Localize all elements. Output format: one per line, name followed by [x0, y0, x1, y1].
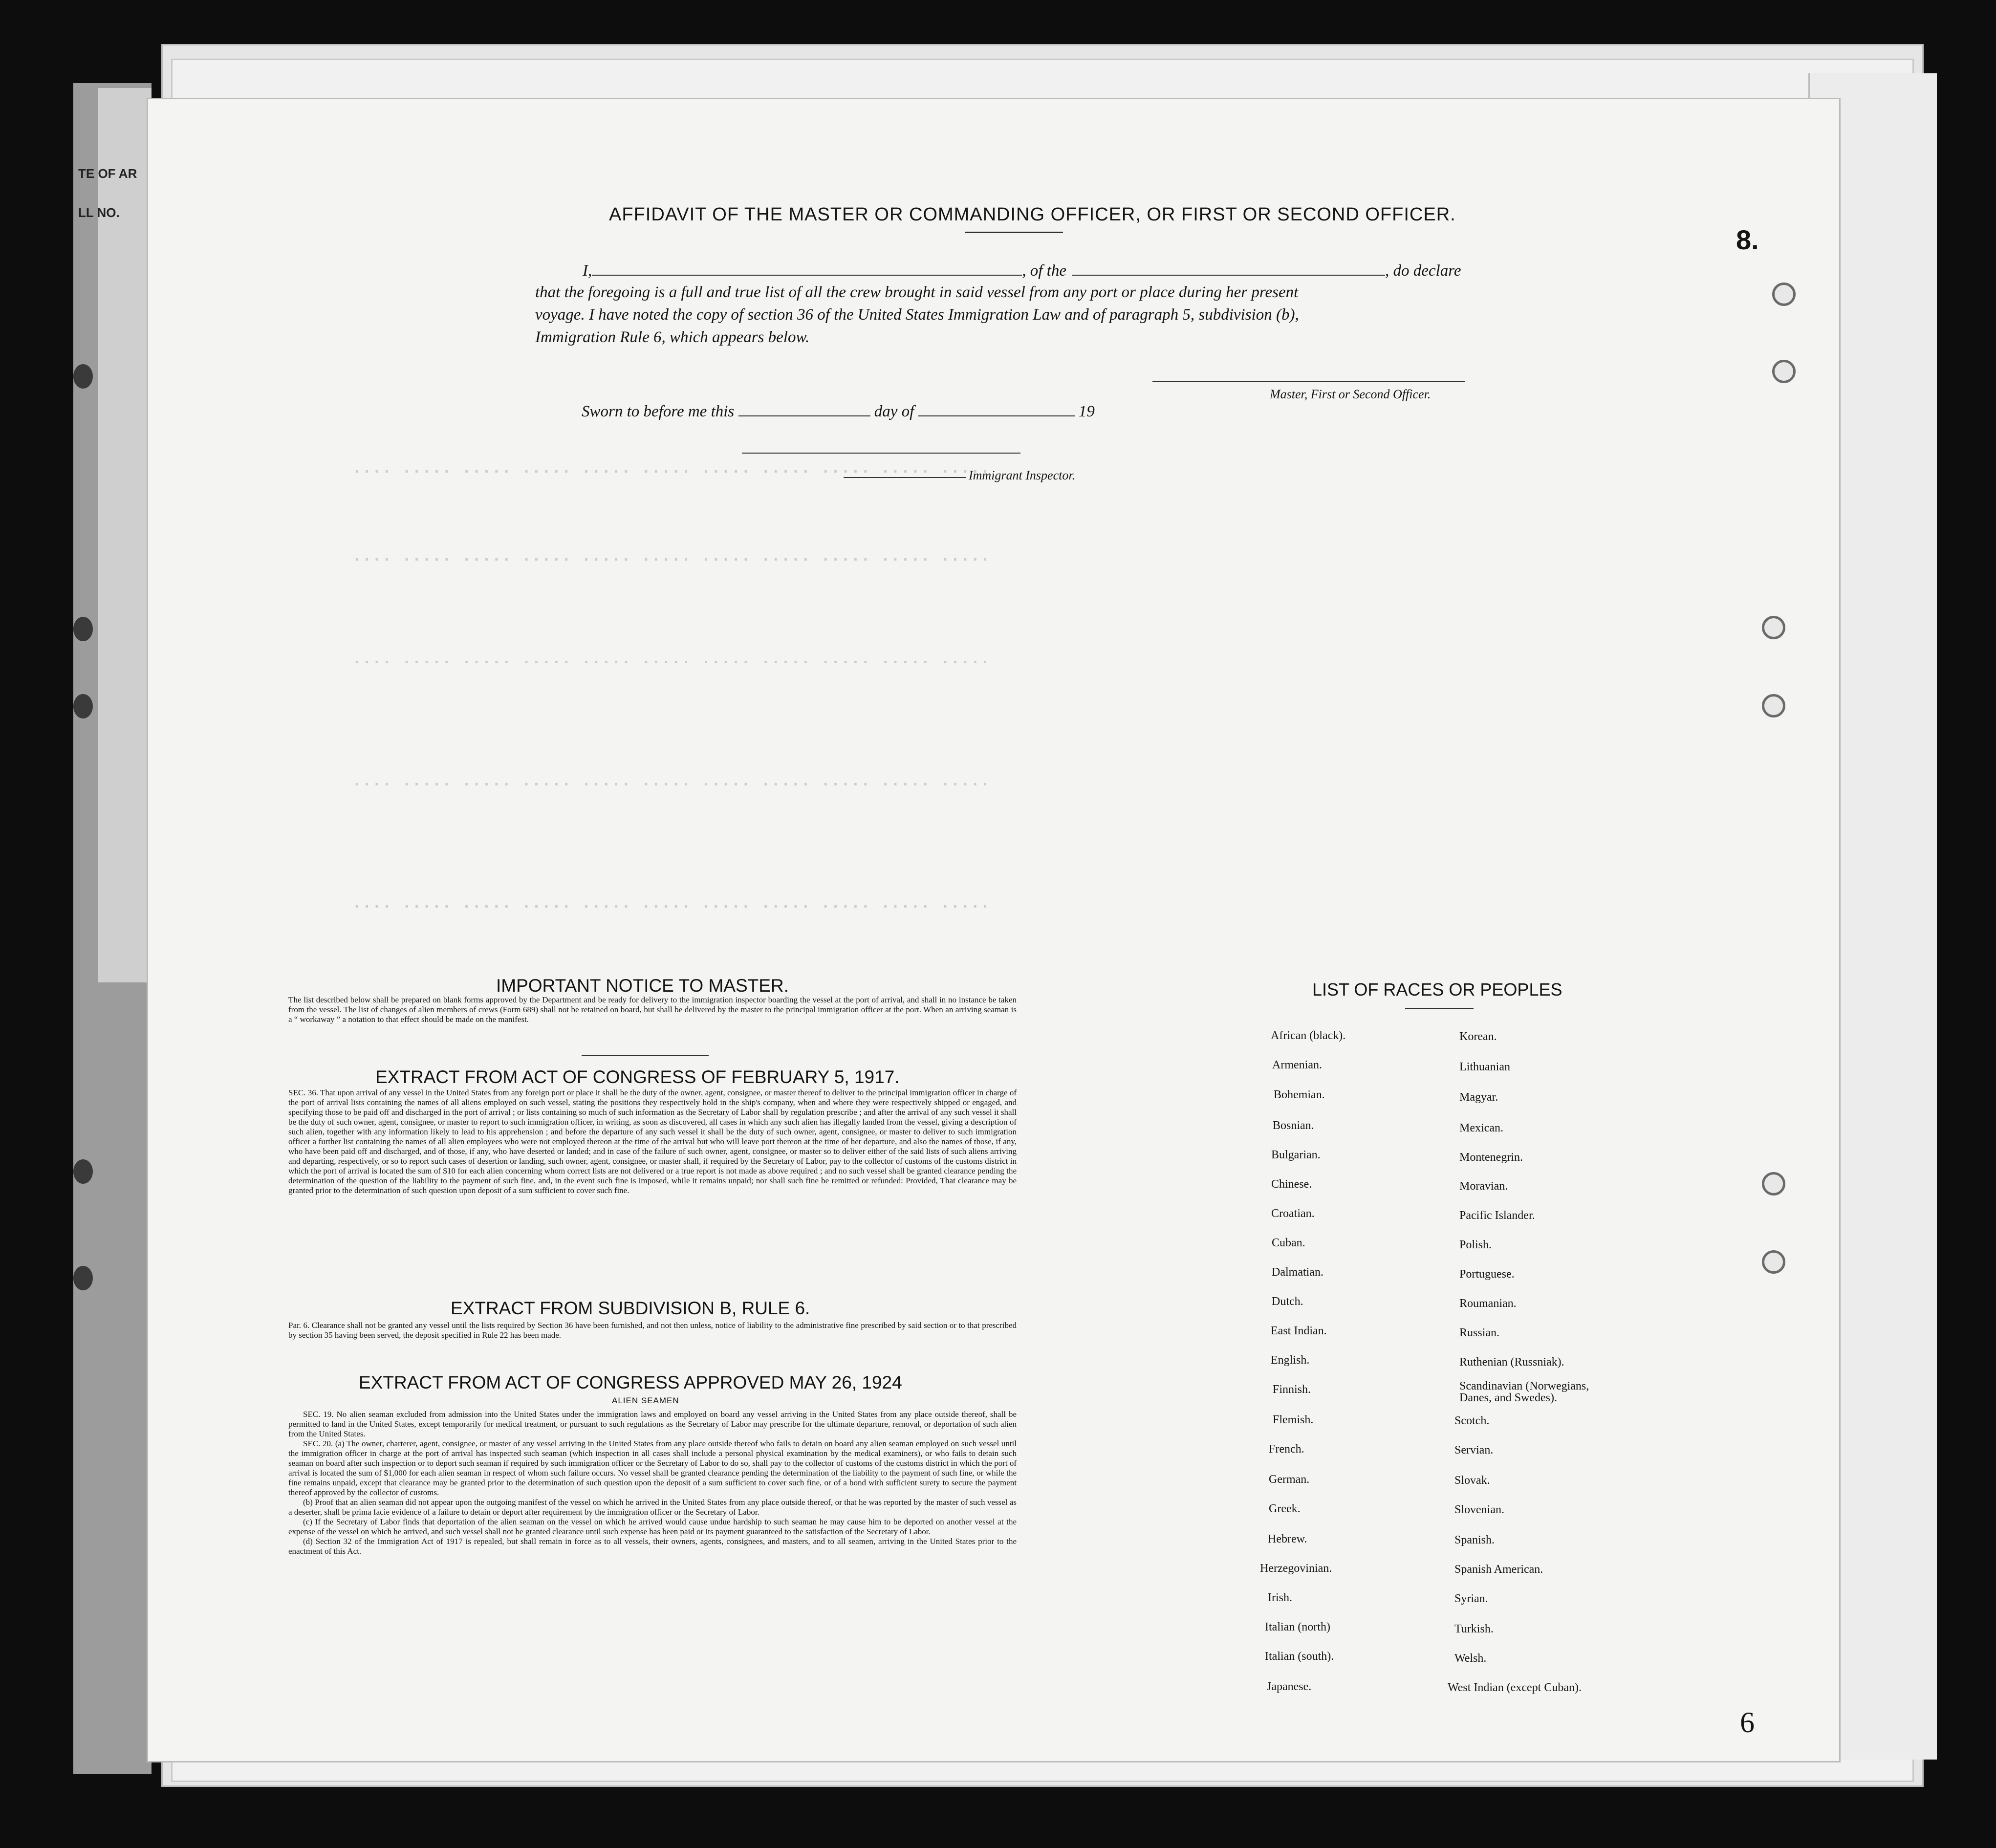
- race-item: Bosnian.: [1273, 1119, 1314, 1132]
- race-item: Slovak.: [1454, 1474, 1490, 1487]
- punch-hole: [73, 1159, 93, 1184]
- binder-ring: [1762, 694, 1785, 717]
- binder-ring: [1772, 283, 1796, 306]
- race-item: Spanish.: [1454, 1534, 1495, 1546]
- binder-ring: [1762, 1172, 1785, 1196]
- race-item: Servian.: [1454, 1444, 1494, 1457]
- handwritten-digit: 6: [1740, 1706, 1755, 1739]
- inspector-line-upper: [742, 453, 1020, 454]
- race-item: French.: [1269, 1443, 1304, 1456]
- binder-ring: [1772, 360, 1796, 383]
- left-page-tab: [98, 88, 152, 982]
- race-item: Cuban.: [1272, 1237, 1305, 1249]
- race-item: Pacific Islander.: [1459, 1209, 1535, 1222]
- race-item: Armenian.: [1272, 1059, 1322, 1071]
- punch-hole: [73, 694, 93, 718]
- race-item: Montenegrin.: [1459, 1151, 1523, 1164]
- race-item: Italian (north): [1265, 1621, 1330, 1633]
- race-item: Mexican.: [1459, 1122, 1503, 1134]
- extract-1924-subtitle: ALIEN SEAMEN: [612, 1396, 679, 1405]
- text-do-declare: , do declare: [1385, 262, 1461, 280]
- race-item: Syrian.: [1454, 1592, 1488, 1605]
- race-item: Slovenian.: [1454, 1503, 1504, 1516]
- race-item: Flemish.: [1273, 1413, 1314, 1426]
- race-item: Hebrew.: [1268, 1533, 1307, 1545]
- race-item: English.: [1271, 1354, 1310, 1367]
- punch-hole: [73, 364, 93, 389]
- race-item: Portuguese.: [1459, 1268, 1515, 1281]
- sworn-day-of: day of: [874, 403, 914, 420]
- race-item: German.: [1269, 1473, 1310, 1486]
- race-item: Finnish.: [1273, 1383, 1311, 1396]
- bleed-through-row: .... ..... ..... ..... ..... ..... ..... ..... ..... ..... .....: [352, 650, 990, 669]
- extract-1924-title: EXTRACT FROM ACT OF CONGRESS APPROVED MAY 26, 1924: [359, 1372, 902, 1392]
- race-item: Dalmatian.: [1272, 1266, 1323, 1279]
- race-item: Chinese.: [1271, 1178, 1312, 1191]
- race-item: Herzegovinian.: [1260, 1562, 1332, 1575]
- master-signature-line: [1152, 381, 1465, 382]
- sworn-day-blank: [738, 415, 870, 416]
- race-item: Bohemian.: [1274, 1088, 1325, 1101]
- race-item: Turkish.: [1454, 1623, 1494, 1635]
- race-item: East Indian.: [1271, 1325, 1327, 1337]
- left-tab-text-2: LL NO.: [78, 205, 120, 220]
- sec-20a-paragraph: SEC. 20. (a) The owner, charterer, agent, consignee, or master of any vessel arriving in the United States from any place outside thereof who fails to detain on board any alien seaman employed on such vessel until the immigration officer in charge at the port of arrival has inspected such seaman (which inspection in all cases shall include a personal physical examination by the medical examiners), or who fails to detain such seaman on board after such inspection or to deport such seaman if required by such immigration officer or the Secretary of Labor to do so, shall pay to the collector of customs of the customs district in which the port of arrival is located the sum of $1,000 for each alien seaman in respect of whom such failure occurs. No vessel shall be granted clearance pending the determination of the liability to the payment of such fine, or while the fine remains unpaid, except that clearance may be granted prior to the determination of such question upon the deposit of a sum sufficient to cover such fine, or of a bond with sufficient surety to secure the payment thereof approved by the collector of customs.: [288, 1439, 1017, 1497]
- race-item: Scotch.: [1454, 1414, 1490, 1427]
- race-item: Russian.: [1459, 1326, 1500, 1339]
- race-item: Dutch.: [1272, 1295, 1303, 1308]
- race-item: Magyar.: [1459, 1091, 1498, 1104]
- race-item: Irish.: [1268, 1591, 1292, 1604]
- race-item: Ruthenian (Russniak).: [1459, 1356, 1564, 1369]
- race-item: West Indian (except Cuban).: [1448, 1681, 1582, 1694]
- inspector-line-lower: [844, 477, 966, 478]
- affidavit-line-4: Immigration Rule 6, which appears below.: [535, 328, 810, 346]
- races-title: LIST OF RACES OR PEOPLES: [1312, 979, 1562, 1000]
- race-item: African (black).: [1271, 1029, 1346, 1042]
- text-of-the: , of the: [1022, 262, 1066, 280]
- sworn-year: 19: [1078, 403, 1095, 420]
- binder-ring: [1762, 616, 1785, 639]
- affidavit-line-1: [583, 262, 1461, 280]
- sec-20d-paragraph: (d) Section 32 of the Immigration Act of 1917 is repealed, but shall remain in force as to all vessels, their owners, agents, consignees, and masters, and to all seamen, arriving in the United States prior to the enactment of this Act.: [288, 1537, 1017, 1556]
- race-item: Polish.: [1459, 1239, 1492, 1251]
- races-title-divider: [1405, 1008, 1474, 1009]
- sworn-line: [582, 403, 1095, 421]
- page-number: 8.: [1736, 224, 1759, 255]
- race-item: Japanese.: [1267, 1680, 1312, 1693]
- affidavit-line-3: voyage. I have noted the copy of section 36 of the United States Immigration Law and of paragraph 5, subdivision (b),: [535, 306, 1299, 324]
- affidavit-title: AFFIDAVIT OF THE MASTER OR COMMANDING OFFICER, OR FIRST OR SECOND OFFICER.: [609, 204, 1456, 225]
- notice-title: IMPORTANT NOTICE TO MASTER.: [496, 976, 789, 996]
- master-caption: Master, First or Second Officer.: [1270, 387, 1431, 401]
- bleed-through-row: .... ..... ..... ..... ..... ..... ..... ..... ..... ..... .....: [352, 894, 990, 913]
- sec-20c-paragraph: (c) If the Secretary of Labor finds that deportation of the alien seaman on the vessel on which he arrived would cause undue hardship to such seaman he may cause him to be deported on another vessel at the expense of the vessel on which he arrived, and such vessel shall not be granted clearance until such expense has been paid or its payment guaranteed to the satisfaction of the Secretary of Labor.: [288, 1517, 1017, 1536]
- inspector-caption: Immigrant Inspector.: [969, 468, 1076, 482]
- extract-1917-text: SEC. 36. That upon arrival of any vessel in the United States from any foreign port or place it shall be the duty of the owner, agent, consignee, or master thereof to deliver to the principal immigration officer in charge of the port of arrival lists containing the names of all aliens employed on such vessel, stating the positions they respectively hold in the ship's company, when and where they were respectively shipped or engaged, and specifying those to be paid off and discharged in the port of arrival ; or lists containing so much of such information as the Secretary of Labor shall by regulation prescribe ; and after the arrival of any such vessel it shall be the duty of such owner, agent, consignee, or master to report to such immigration officer, in writing, as soon as discovered, all cases in which any such alien has illegally landed from the vessel, giving a description of such alien, together with any information likely to lead to his apprehension ; and before the departure of any such vessel it shall be the duty of such owner, agent, consignee, or master to deliver to such immigration officer a further list containing the names of all alien employees who were not employed thereon at the time of the arrival but who will leave port thereon at the time of her departure, and also the names of those, if any, who have been paid off and discharged, and of those, if any, who have deserted or landed; and in case of the failure of such owner, agent, consignee, or master so to deliver either of the said lists of such aliens arriving and departing, respectively, or so to report such cases of desertion or landing, such owner, agent, consignee, or master shall, if required by the Secretary of Labor, pay to the collector of customs of the customs district in which the port of arrival is located the sum of $10 for each alien concerning whom correct lists are not delivered or a true report is not made as above required ; and no such vessel shall be granted clearance pending the determination of the question of the liability to the payment of such fine, and, in the event such fine is imposed, while it remains unpaid; nor shall such fine be remitted or refunded: Provided, That clearance may be granted prior to the determination of such question upon deposit of a sum sufficient to cover such fine.: [288, 1088, 1017, 1195]
- affidavit-line-2: that the foregoing is a full and true list of all the crew brought in said vessel from any port or place during her present: [535, 283, 1299, 301]
- bleed-through-row: .... ..... ..... ..... ..... ..... ..... ..... ..... ..... .....: [352, 459, 990, 478]
- sec-19-paragraph: SEC. 19. No alien seaman excluded from admission into the United States under the immigration laws and employed on board any vessel arriving in the United States from any place outside thereof, shall be permitted to land in the United States, except temporarily for medical treatment, or pursuant to such regulations as the Secretary of Labor may prescribe for the ultimate departure, removal, or deportation of such alien from the United States.: [288, 1410, 1017, 1438]
- race-item: Lithuanian: [1459, 1061, 1510, 1073]
- section-divider: [582, 1055, 709, 1056]
- race-item: Roumanian.: [1459, 1297, 1517, 1310]
- race-item: Bulgarian.: [1271, 1149, 1321, 1161]
- bleed-through-row: .... ..... ..... ..... ..... ..... ..... ..... ..... ..... .....: [352, 772, 990, 791]
- vessel-blank: [1072, 275, 1385, 276]
- punch-hole: [73, 617, 93, 641]
- sec-20b-paragraph: (b) Proof that an alien seaman did not appear upon the outgoing manifest of the vessel on which he arrived in the United States from any place outside thereof, or that he was reported by the master of such vessel as a deserter, shall be prima facie evidence of a failure to detain or deport after requirement by the immigration officer or the Secretary of Labor.: [288, 1498, 1017, 1517]
- extract-1917-title: EXTRACT FROM ACT OF CONGRESS OF FEBRUARY 5, 1917.: [375, 1067, 900, 1087]
- notice-text: The list described below shall be prepared on blank forms approved by the Department and be ready for delivery to the immigration inspector boarding the vessel at the port of arrival, and shall in no instance be taken from the vessel. The list of changes of alien members of crews (Form 689) shall not be retained on board, but shall be delivered by the master to the principal immigration officer at the port. When an arriving seaman is a “ workaway ” a notation to that effect should be made on the manifest.: [288, 995, 1017, 1024]
- name-blank: [592, 275, 1022, 276]
- text-i: I,: [583, 262, 592, 280]
- left-tab-text-1: TE OF AR: [78, 166, 137, 181]
- title-divider: [965, 232, 1063, 233]
- bleed-through-row: .... ..... ..... ..... ..... ..... ..... ..... ..... ..... .....: [352, 547, 990, 566]
- race-item: Moravian.: [1459, 1180, 1508, 1193]
- extract-1924-body: [288, 1410, 1017, 1556]
- sworn-month-blank: [918, 415, 1075, 416]
- race-item: Croatian.: [1271, 1207, 1315, 1220]
- race-item: Scandinavian (Norwegians, Danes, and Swedes).: [1459, 1380, 1589, 1404]
- extract-rule6-text: Par. 6. Clearance shall not be granted any vessel until the lists required by Section 36 have been furnished, and not then unless, notice of liability to the administrative fine prescribed by said section or to that prescribed by section 35 having been served, the deposit specified in Rule 22 has been made.: [288, 1321, 1017, 1340]
- extract-rule6-title: EXTRACT FROM SUBDIVISION B, RULE 6.: [451, 1298, 810, 1318]
- race-item: Spanish American.: [1454, 1563, 1543, 1576]
- race-item: Italian (south).: [1265, 1650, 1334, 1663]
- punch-hole: [73, 1266, 93, 1290]
- binder-ring: [1762, 1250, 1785, 1274]
- race-item: Greek.: [1269, 1502, 1301, 1515]
- race-item: Welsh.: [1454, 1652, 1487, 1665]
- race-item: Korean.: [1459, 1030, 1497, 1043]
- sworn-prefix: Sworn to before me this: [582, 403, 735, 420]
